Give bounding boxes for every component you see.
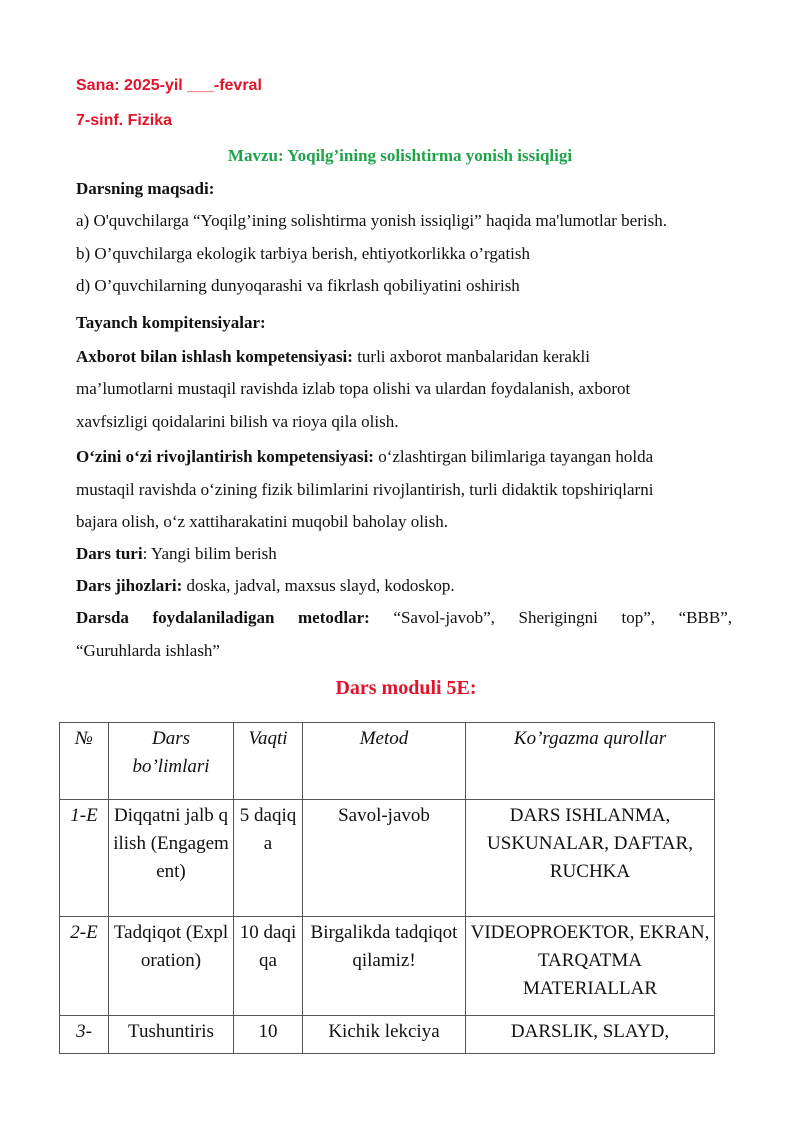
row-section: Tadqiqot (Exploration) (109, 917, 234, 1016)
goal-a: a) O'quvchilarga “Yoqilg’ining solishtirma yonish issiqligi” haqida ma'lumotlar berish. (76, 211, 667, 230)
row-method: Birgalikda tadqiqot qilamiz! (303, 917, 466, 1016)
lesson-equipment-value: doska, jadval, maxsus slayd, kodoskop. (182, 576, 455, 595)
lesson-methods-line2: “Guruhlarda ishlash” (76, 641, 220, 660)
goal-b: b) O’quvchilarga ekologik tarbiya berish, ehtiyotkorlikka o’rgatish (76, 244, 531, 263)
row-time: 10 daqiqa (234, 917, 303, 1016)
header-sections: Dars bo’limlari (109, 723, 234, 800)
lesson-plan-table (59, 722, 715, 1054)
lesson-type (76, 544, 277, 564)
row-section: Diqqatni jalb qilish (Engagement) (109, 800, 234, 917)
row-time: 10 (234, 1016, 303, 1054)
header-method: Metod (303, 723, 466, 800)
lesson-equipment (76, 576, 455, 596)
lesson-type-label: Dars turi (76, 544, 143, 563)
module-title: Dars moduli 5E: (335, 677, 477, 699)
table-row (60, 1016, 715, 1054)
date-line: Sana: 2025-yil ___-fevral (76, 77, 262, 94)
header-time: Vaqti (234, 723, 303, 800)
row-number: 1-E (60, 800, 109, 917)
competencies-heading: Tayanch kompitensiyalar: (76, 313, 266, 332)
table-header-row (60, 723, 715, 800)
goal-d: d) O’quvchilarning dunyoqarashi va fikrlash qobiliyatini oshirish (76, 276, 520, 295)
row-section: Tushuntiris (109, 1016, 234, 1054)
topic-title: Mavzu: Yoqilg’ining solishtirma yonish issiqligi (227, 146, 573, 165)
info-competency-line2: ma’lumotlarni mustaqil ravishda izlab topa olishi va ulardan foydalanish, axborot (76, 379, 631, 398)
lesson-type-value: : Yangi bilim berish (142, 544, 277, 563)
lesson-methods-value: “Savol-javob”, Sherigingni top”, “BBB”, (369, 608, 732, 627)
info-competency-label: Axborot bilan ishlash kompetensiyasi: (76, 347, 353, 366)
self-competency-text: o‘zlashtirgan bilimlariga tayangan holda (373, 447, 654, 466)
self-competency-line2: mustaqil ravishda o‘zining fizik bilimlarini rivojlantirish, turli didaktik topshiriqlarni (76, 480, 654, 499)
info-competency-text: turli axborot manbalaridan kerakli (352, 347, 590, 366)
lesson-methods (76, 608, 732, 628)
row-number: 2-E (60, 917, 109, 1016)
lesson-methods-label: Darsda foydalaniladigan metodlar: (76, 608, 370, 627)
class-line: 7-sinf. Fizika (76, 112, 173, 129)
table-row (60, 800, 715, 917)
row-method: Savol-javob (303, 800, 466, 917)
row-tools: VIDEOPROEKTOR, EKRAN, TARQATMA MATERIALLAR (466, 917, 715, 1016)
row-time: 5 daqiqa (234, 800, 303, 917)
row-tools: DARS ISHLANMA, USKUNALAR, DAFTAR, RUCHKA (466, 800, 715, 917)
lesson-equipment-label: Dars jihozlari: (76, 576, 183, 595)
row-method: Kichik lekciya (303, 1016, 466, 1054)
header-number: № (60, 723, 109, 800)
goals-heading: Darsning maqsadi: (76, 179, 215, 198)
table-row (60, 917, 715, 1016)
self-competency-line3: bajara olish, o‘z xattiharakatini muqobil baholay olish. (76, 512, 449, 531)
row-number: 3- (60, 1016, 109, 1054)
header-tools: Ko’rgazma qurollar (466, 723, 715, 800)
self-competency-line1 (76, 447, 653, 467)
self-competency-label: O‘zini o‘zi rivojlantirish kompetensiyasi: (76, 447, 374, 466)
row-tools: DARSLIK, SLAYD, (466, 1016, 715, 1054)
info-competency-line1 (76, 347, 590, 367)
info-competency-line3: xavfsizligi qoidalarini bilish va rioya qila olish. (76, 412, 399, 431)
